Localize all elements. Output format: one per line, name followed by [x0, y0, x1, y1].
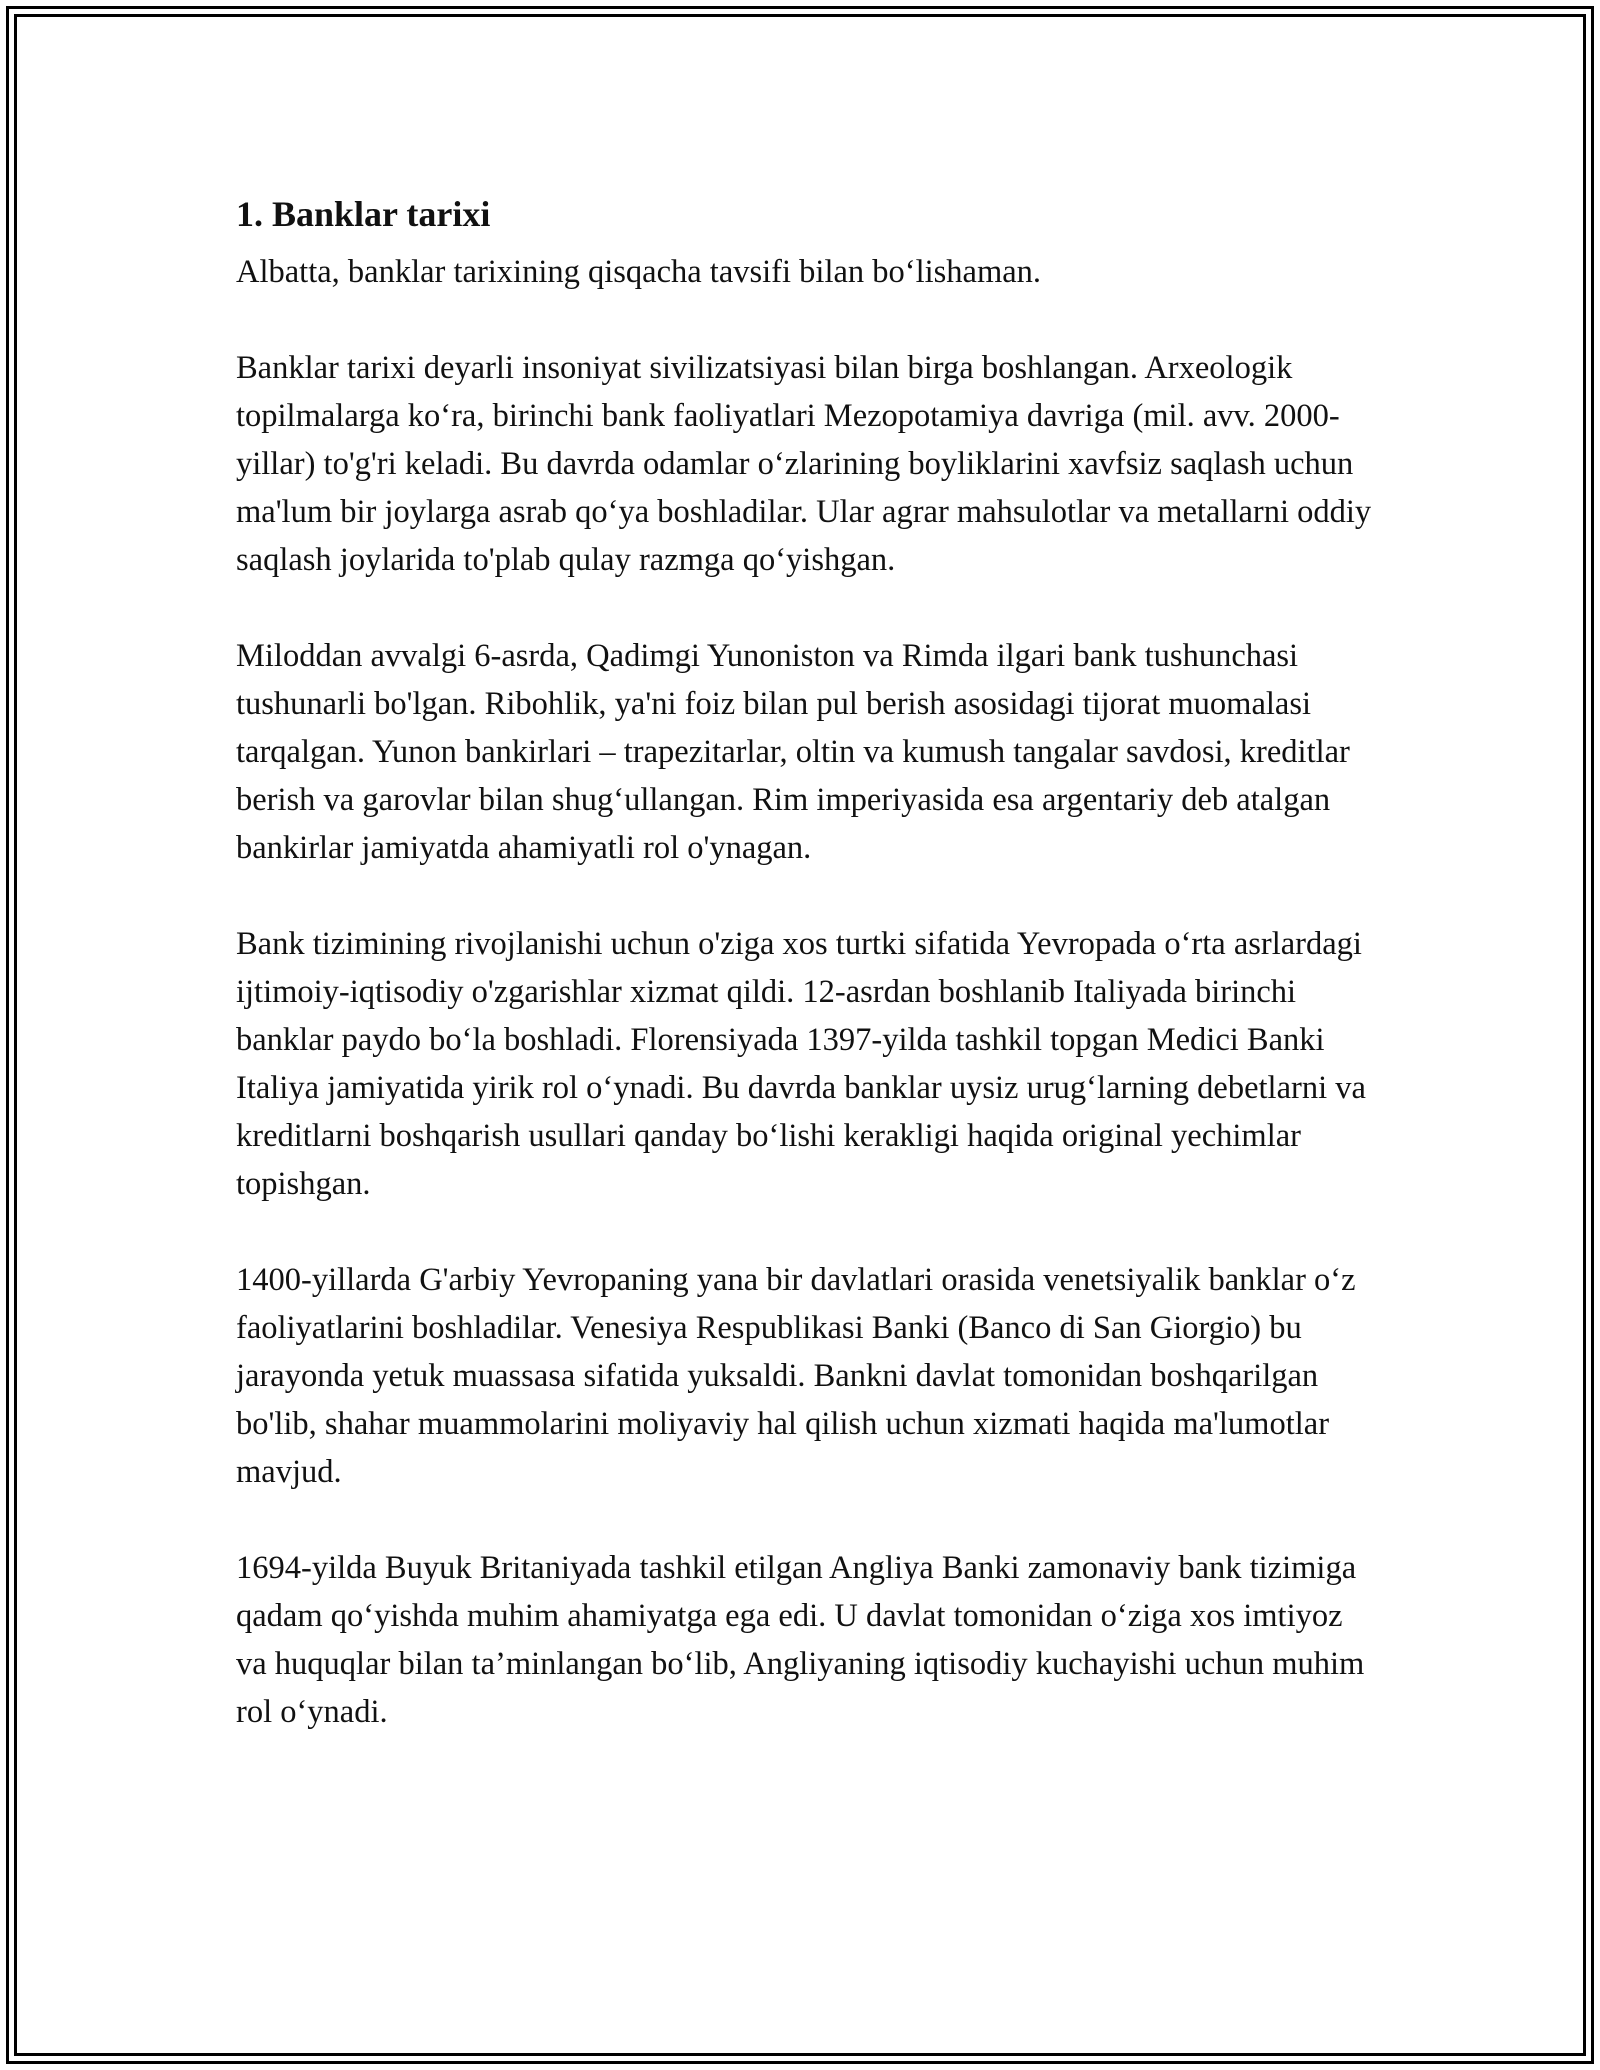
intro-paragraph: Albatta, banklar tarixining qisqacha tavsifi bilan bo‘lishaman. — [236, 254, 1042, 290]
paragraph-greece-rome: Miloddan avvalgi 6-asrda, Qadimgi Yunoniston va Rimda ilgari bank tushunchasi tushunarli bo'lgan. Ribohlik, ya'ni foiz bilan pul berish asosidagi tijorat muomalasi tarqalgan. Yunon bankirlari – trapezitarlar, oltin va kumush tangalar savdosi, kreditlar berish va garovlar bilan shug‘ullangan. Rim imperiyasida esa argentariy deb atalgan bankirlar jamiyatda ahamiyatli rol o'ynagan. — [236, 638, 1350, 866]
paragraph-england: 1694-yilda Buyuk Britaniyada tashkil etilgan Angliya Banki zamonaviy bank tizimiga qadam qo‘yishda muhim ahamiyatga ega edi. U davlat tomonidan o‘ziga xos imtiyoz va huquqlar bilan ta’minlangan bo‘lib, Angliyaning iqtisodiy kuchayishi uchun muhim rol o‘ynadi. — [236, 1550, 1365, 1730]
paragraph-mesopotamia: Banklar tarixi deyarli insoniyat sivilizatsiyasi bilan birga boshlangan. Arxeologik topilmalarga ko‘ra, birinchi bank faoliyatlari Mezopotamiya davriga (mil. avv. 2000-yillar) to'g'ri keladi. Bu davrda odamlar o‘zlarining boyliklarini xavfsiz saqlash uchun ma'lum bir joylarga asrab qo‘ya boshladilar. Ular agrar mahsulotlar va metallarni oddiy saqlash joylarida to'plab qulay razmga qo‘yishgan. — [236, 350, 1372, 578]
document-body — [236, 186, 1376, 1736]
paragraph-italy: Bank tizimining rivojlanishi uchun o'ziga xos turtki sifatida Yevropada o‘rta asrlardagi ijtimoiy-iqtisodiy o'zgarishlar xizmat qildi. 12-asrdan boshlanib Italiyada birinchi banklar paydo bo‘la boshladi. Florensiyada 1397-yilda tashkil topgan Medici Banki Italiya jamiyatida yirik rol o‘ynadi. Bu davrda banklar uysiz urug‘larning debetlarni va kreditlarni boshqarish usullari qanday bo‘lishi kerakligi haqida original yechimlar topishgan. — [236, 926, 1366, 1202]
paragraph-venice: 1400-yillarda G'arbiy Yevropaning yana bir davlatlari orasida venetsiyalik banklar o‘z faoliyatlarini boshladilar. Venesiya Respublikasi Banki (Banco di San Giorgio) bu jarayonda yetuk muassasa sifatida yuksaldi. Bankni davlat tomonidan boshqarilgan bo'lib, shahar muammolarini moliyaviy hal qilish uchun xizmati haqida ma'lumotlar mavjud. — [236, 1262, 1356, 1490]
page-title: 1. Banklar tarixi — [236, 194, 491, 234]
